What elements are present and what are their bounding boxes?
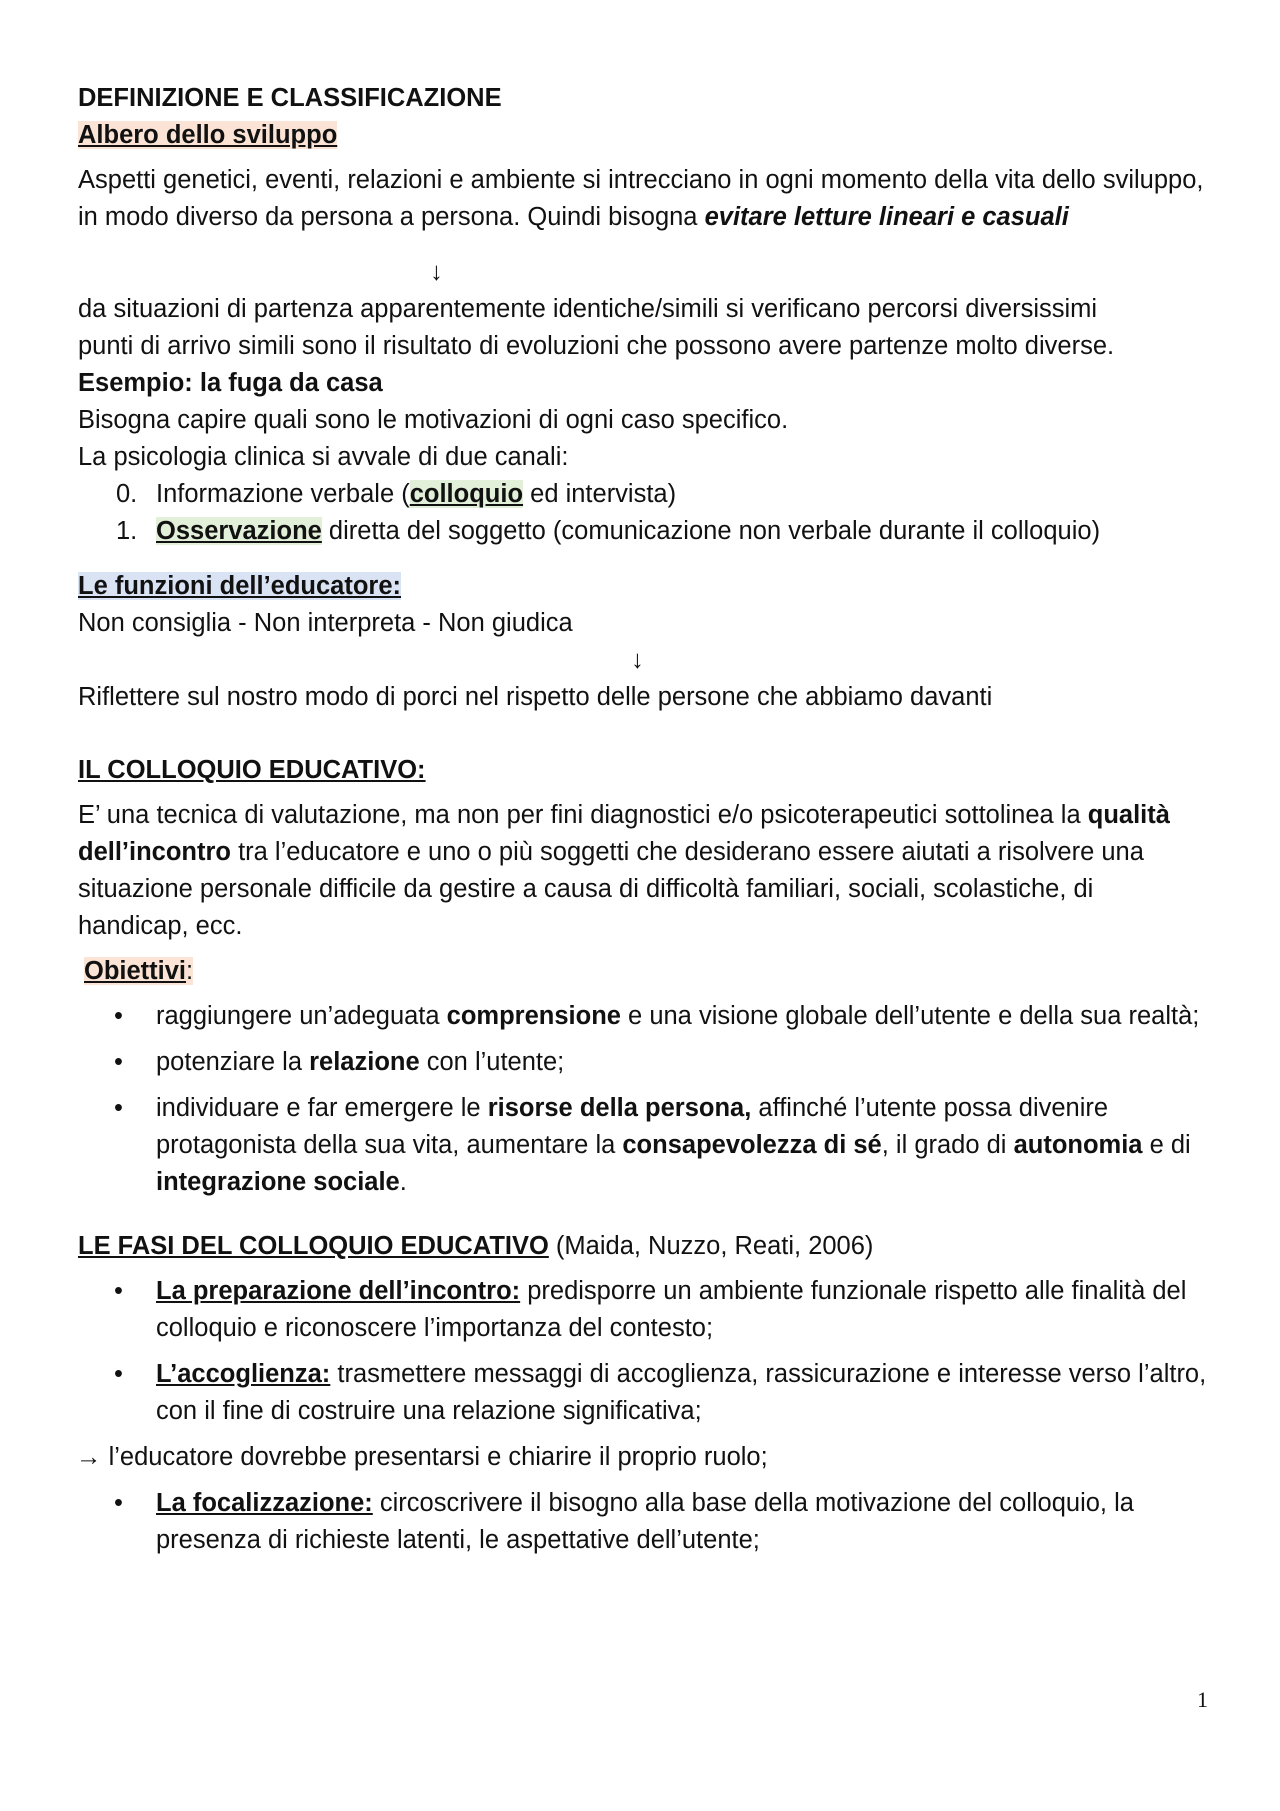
- example-line-2: La psicologia clinica si avvale di due canali:: [78, 443, 569, 471]
- example-line-1: Bisogna capire quali sono le motivazioni di ogni caso specifico.: [78, 406, 789, 434]
- obiettivi-title: Obiettivi: [84, 957, 187, 985]
- item-bold: relazione: [309, 1048, 420, 1076]
- canale-text: Informazione verbale (: [156, 480, 410, 508]
- down-arrow-glyph: ↓: [430, 258, 443, 286]
- obiettivi-title-line: [78, 953, 1208, 990]
- item-text: individuare e far emergere le: [156, 1094, 488, 1122]
- fase-text: predisporre un ambiente funzionale rispetto alle finalità del colloquio e riconoscere l’importanza del contesto;: [156, 1277, 1187, 1342]
- item-text: con l’utente;: [419, 1048, 565, 1076]
- fasi-title: LE FASI DEL COLLOQUIO EDUCATIVO: [78, 1232, 549, 1260]
- list-item: [78, 1044, 1208, 1081]
- funzioni-line: Non consiglia - Non interpreta - Non giudica: [78, 609, 573, 637]
- fasi-title-line: [78, 1228, 1208, 1265]
- funzioni-title-line: [78, 568, 1208, 605]
- canale-text: diretta del soggetto (comunicazione non verbale durante il colloquio): [321, 517, 1101, 545]
- item-bold: integrazione sociale: [156, 1168, 400, 1196]
- list-item: [78, 1273, 1208, 1347]
- subtitle: Albero dello sviluppo: [78, 121, 338, 149]
- document-body: [78, 80, 1208, 1568]
- list-item: [78, 998, 1208, 1035]
- example-title: Esempio: la fuga da casa: [78, 369, 383, 397]
- bullet: •: [114, 1094, 123, 1122]
- bullet: •: [114, 1277, 123, 1305]
- canale-key: Osservazione: [156, 517, 322, 545]
- canali-list: [78, 476, 1208, 550]
- intro-text: Aspetti genetici, eventi, relazioni e ambiente si intrecciano in ogni momento della vita dello sviluppo, in modo diverso da persona a persona. Quindi bisogna: [78, 166, 1204, 231]
- fasi-list-continued: [78, 1485, 1208, 1559]
- item-text: raggiungere un’adeguata: [156, 1002, 447, 1030]
- fase-label: La preparazione dell’incontro:: [156, 1277, 521, 1305]
- canale-text: ed intervista): [523, 480, 677, 508]
- canale-key: colloquio: [409, 480, 524, 508]
- fasi-citation: (Maida, Nuzzo, Reati, 2006): [548, 1232, 874, 1260]
- bullet: •: [114, 1048, 123, 1076]
- funzioni-title: Le funzioni dell’educatore:: [78, 572, 402, 600]
- colloquio-paragraph: [78, 797, 1208, 945]
- fase-label: L’accoglienza:: [156, 1360, 331, 1388]
- list-item: [78, 1090, 1208, 1201]
- down-arrow: [78, 254, 1208, 291]
- list-number: 1.: [116, 517, 138, 545]
- item-text: e una visione globale dell’utente e della sua realtà;: [620, 1002, 1200, 1030]
- canale-item: [78, 476, 1208, 513]
- bullet: •: [114, 1489, 123, 1517]
- fase-text: circoscrivere il bisogno alla base della motivazione del colloquio, la presenza di richieste latenti, le aspettative dell’utente;: [156, 1489, 1134, 1554]
- section-title: DEFINIZIONE E CLASSIFICAZIONE: [78, 84, 502, 112]
- list-number: 0.: [116, 480, 138, 508]
- item-bold: risorse della persona,: [487, 1094, 752, 1122]
- item-text: e di: [1142, 1131, 1191, 1159]
- fase-label: La focalizzazione:: [156, 1489, 373, 1517]
- consequence-line-1: da situazioni di partenza apparentemente identiche/simili si verificano percorsi diversissimi: [78, 295, 1098, 323]
- item-bold: comprensione: [446, 1002, 621, 1030]
- down-arrow-glyph: ↓: [631, 646, 644, 674]
- item-text: .: [399, 1168, 407, 1196]
- item-bold: autonomia: [1013, 1131, 1143, 1159]
- obiettivi-colon: :: [186, 957, 194, 985]
- colloquio-emphasis: qualità dell’incontro: [78, 801, 1170, 866]
- list-item: [78, 1356, 1208, 1430]
- fasi-list: [78, 1273, 1208, 1430]
- bullet: •: [114, 1360, 123, 1388]
- funzioni-arrow: [78, 642, 1208, 679]
- consequence-line-2: punti di arrivo simili sono il risultato di evoluzioni che possono avere partenze molto diverse.: [78, 332, 1115, 360]
- colloquio-text: tra l’educatore e uno o più soggetti che desiderano essere aiutati a risolvere una situazione personale difficile da gestire a causa di difficoltà familiari, sociali, scolastiche, di handicap, ecc.: [78, 838, 1144, 940]
- fase-text: trasmettere messaggi di accoglienza, rassicurazione e interesse verso l’altro, con il fine di costruire una relazione significativa;: [156, 1360, 1207, 1425]
- canale-item: [78, 513, 1208, 550]
- intro-emphasis: evitare letture lineari e casuali: [704, 203, 1069, 231]
- page-number: 1: [1197, 1687, 1208, 1712]
- intro-paragraph: [78, 162, 1208, 236]
- obiettivi-list: [78, 998, 1208, 1201]
- bullet: •: [114, 1002, 123, 1030]
- item-bold: consapevolezza di sé: [622, 1131, 882, 1159]
- item-text: affinché l’utente possa divenire protagonista della sua vita, aumentare la: [156, 1094, 1109, 1159]
- subtitle-line: [78, 117, 1208, 154]
- colloquio-text: E’ una tecnica di valutazione, ma non per fini diagnostici e/o psicoterapeutici sottolinea la: [78, 801, 1088, 829]
- item-text: potenziare la: [156, 1048, 310, 1076]
- colloquio-title: IL COLLOQUIO EDUCATIVO:: [78, 756, 426, 784]
- item-text: , il grado di: [881, 1131, 1014, 1159]
- list-item: [78, 1485, 1208, 1559]
- funzioni-reflection: Riflettere sul nostro modo di porci nel rispetto delle persone che abbiamo davanti: [78, 683, 993, 711]
- fasi-note: → l’educatore dovrebbe presentarsi e chiarire il proprio ruolo;: [76, 1443, 768, 1471]
